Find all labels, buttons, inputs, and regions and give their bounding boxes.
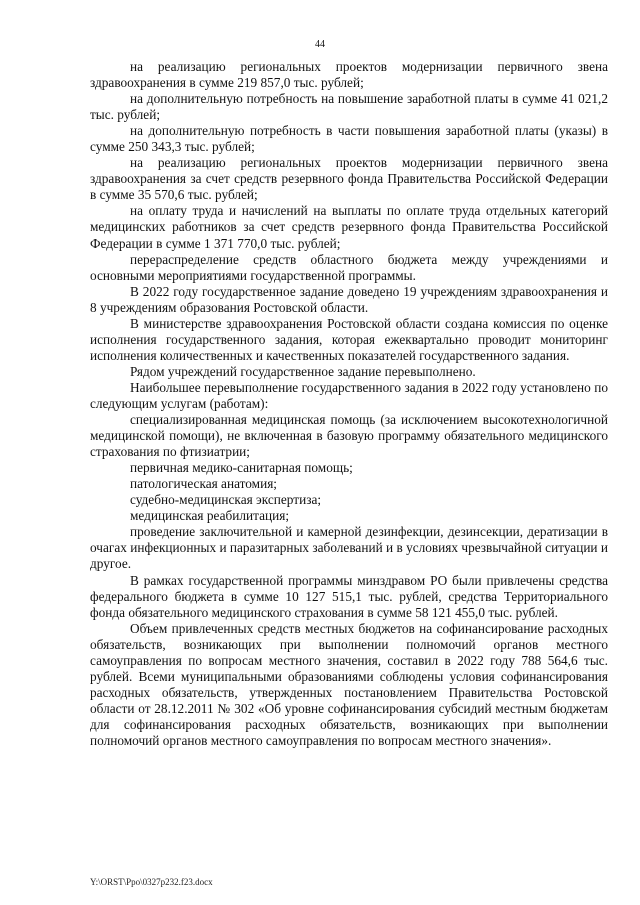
paragraph: Наибольшее перевыполнение государственного задания в 2022 году установлено по следующим услугам (работам): xyxy=(90,379,608,411)
paragraph: Рядом учреждений государственное задание перевыполнено. xyxy=(130,363,476,379)
paragraph: на реализацию региональных проектов модернизации первичного звена здравоохранения в сумме 219 857,0 тыс. рублей; xyxy=(90,59,608,91)
paragraph: на дополнительную потребность на повышение заработной платы в сумме 41 021,2 тыс. рублей; xyxy=(90,91,608,123)
paragraph: первичная медико-санитарная помощь; xyxy=(130,460,353,476)
paragraph: проведение заключительной и камерной дезинфекции, дезинсекции, дератизации в очагах инфекционных и паразитарных заболеваний и в условиях чрезвычайной ситуации и другое. xyxy=(90,524,608,572)
paragraph: специализированная медицинская помощь (за исключением высокотехнологичной медицинской помощи), не включенная в базовую программу обязательного медицинского страхования по фтизиатрии; xyxy=(90,412,608,460)
paragraph: патологическая анатомия; xyxy=(130,476,278,492)
footer-file-path: Y:\ORST\Ppo\0327p232.f23.docx xyxy=(90,877,213,887)
document-body xyxy=(90,59,608,749)
paragraph: медицинская реабилитация; xyxy=(130,508,290,524)
paragraph: на реализацию региональных проектов модернизации первичного звена здравоохранения за счет средств резервного фонда Правительства Российской Федерации в сумме 35 570,6 тыс. рублей; xyxy=(90,155,608,203)
paragraph: судебно-медицинская экспертиза; xyxy=(130,492,322,508)
paragraph: В 2022 году государственное задание доведено 19 учреждениям здравоохранения и 8 учреждениям образования Ростовской области. xyxy=(90,283,608,315)
paragraph: В министерстве здравоохранения Ростовской области создана комиссия по оценке исполнения государственного задания, которая ежеквартально проводит мониторинг исполнения количественных и качественных показателей государственного задания. xyxy=(90,315,608,363)
paragraph: В рамках государственной программы минздравом РО были привлечены средства федерального бюджета в сумме 10 127 515,1 тыс. рублей, средства Территориального фонда обязательного медицинского страхования в сумме 58 121 455,0 тыс. рублей. xyxy=(90,572,608,620)
paragraph: Объем привлеченных средств местных бюджетов на софинансирование расходных обязательств, возникающих при выполнении полномочий органов местного самоуправления по вопросам местного значения, составил в 2022 году 788 564,6 тыс. рублей. Всеми муниципальными образованиями соблюдены условия софинансирования расходных обязательств, утвержденных постановлением Правительства Ростовской области от 28.12.2011 № 302 «Об уровне софинансирования субсидий местным бюджетам для софинансирования расходных обязательств, возникающих при выполнении полномочий органов местного самоуправления по вопросам местного значения». xyxy=(90,620,608,748)
paragraph: на дополнительную потребность в части повышения заработной платы (указы) в сумме 250 343,3 тыс. рублей; xyxy=(90,123,608,155)
page-number: 44 xyxy=(315,39,325,50)
paragraph: перераспределение средств областного бюджета между учреждениями и основными мероприятиями государственной программы. xyxy=(90,251,608,283)
paragraph: на оплату труда и начислений на выплаты по оплате труда отдельных категорий медицинских работников за счет средств резервного фонда Правительства Российской Федерации в сумме 1 371 770,0 тыс. рублей; xyxy=(90,203,608,251)
